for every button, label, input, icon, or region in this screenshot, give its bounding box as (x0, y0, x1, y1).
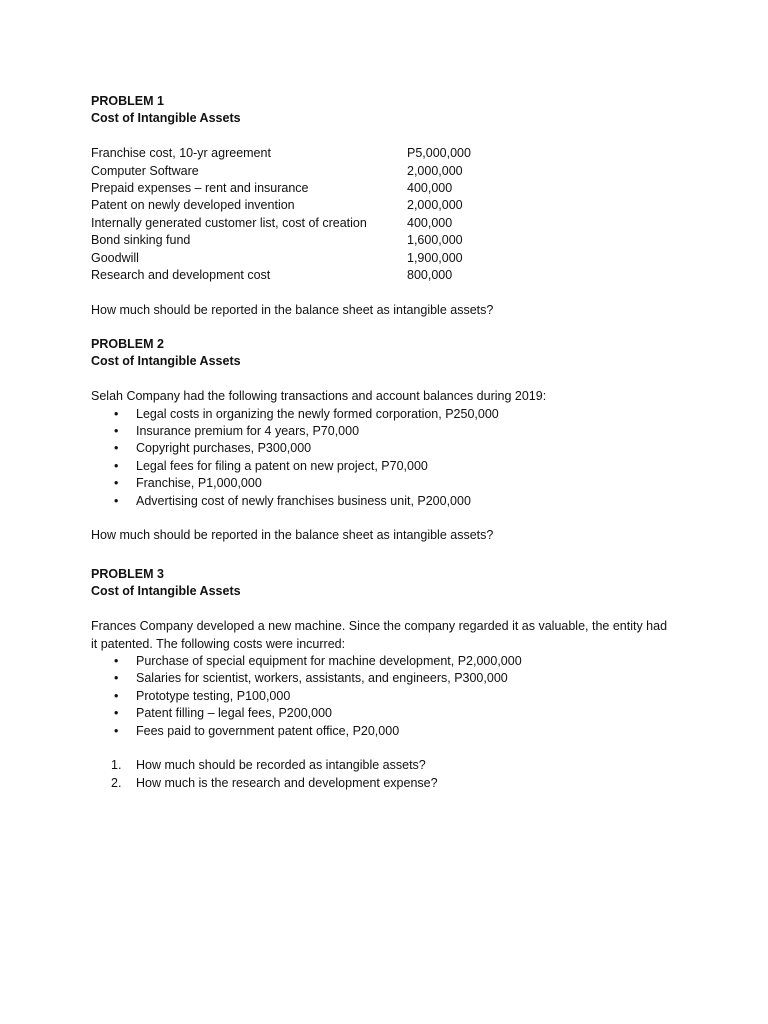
question-text: How much should be recorded as intangible assets? (136, 758, 426, 773)
list-item-text: Advertising cost of newly franchises business unit, P200,000 (136, 493, 471, 508)
item-label: Computer Software (91, 163, 199, 178)
problem-2-question: How much should be reported in the balance sheet as intangible assets? (91, 528, 494, 543)
problem-2-title: PROBLEM 2 (91, 337, 164, 351)
question-text: How much is the research and development expense? (136, 775, 438, 790)
problem-1-section (91, 93, 691, 319)
list-item-text: Insurance premium for 4 years, P70,000 (136, 424, 360, 439)
bullet-icon: • (114, 706, 119, 721)
problem-3-bullet-list (91, 653, 691, 740)
table-row (91, 215, 471, 232)
list-item-text: Prototype testing, P100,000 (136, 688, 291, 703)
problem-3-section (91, 566, 691, 792)
bullet-icon: • (114, 671, 119, 686)
problem-1-items-table (91, 145, 471, 284)
bullet-icon: • (114, 458, 119, 473)
problem-2-bullet-list (91, 406, 691, 510)
item-label: Franchise cost, 10-yr agreement (91, 146, 271, 161)
list-item (91, 670, 691, 687)
problem-1-subtitle: Cost of Intangible Assets (91, 111, 241, 126)
item-amount: 400,000 (407, 181, 453, 196)
problem-3-question-list (91, 757, 691, 792)
list-item (91, 688, 691, 705)
list-item-text: Salaries for scientist, workers, assistants, and engineers, P300,000 (136, 671, 508, 686)
item-amount: 400,000 (407, 215, 453, 230)
table-row (91, 267, 471, 284)
question-number: 2. (111, 775, 122, 790)
problem-3-intro-line-1: Frances Company developed a new machine. Since the company regarded it as valuable, the entity had (91, 619, 668, 634)
bullet-icon: • (114, 723, 119, 738)
problem-3-subtitle: Cost of Intangible Assets (91, 584, 241, 599)
item-amount: 2,000,000 (407, 198, 463, 213)
list-item (91, 458, 691, 475)
list-item-text: Franchise, P1,000,000 (136, 476, 262, 491)
bullet-icon: • (114, 476, 119, 491)
bullet-icon: • (114, 406, 119, 421)
list-item (91, 775, 691, 792)
list-item (91, 406, 691, 423)
item-amount: 1,900,000 (407, 250, 463, 265)
table-row (91, 197, 471, 214)
bullet-icon: • (114, 654, 119, 669)
list-item-text: Fees paid to government patent office, P20,000 (136, 723, 400, 738)
item-amount: 800,000 (407, 268, 453, 283)
item-label: Bond sinking fund (91, 233, 191, 248)
item-amount: 1,600,000 (407, 233, 463, 248)
list-item (91, 493, 691, 510)
list-item (91, 757, 691, 774)
bullet-icon: • (114, 424, 119, 439)
table-row (91, 163, 471, 180)
item-amount: 2,000,000 (407, 163, 463, 178)
question-number: 1. (111, 758, 122, 773)
list-item (91, 423, 691, 440)
list-item (91, 440, 691, 457)
list-item (91, 475, 691, 492)
problem-2-section (91, 336, 691, 545)
table-row (91, 180, 471, 197)
list-item-text: Purchase of special equipment for machine development, P2,000,000 (136, 654, 522, 669)
table-row (91, 232, 471, 249)
item-label: Prepaid expenses – rent and insurance (91, 181, 309, 196)
problem-1-title: PROBLEM 1 (91, 94, 164, 108)
list-item-text: Legal costs in organizing the newly formed corporation, P250,000 (136, 406, 499, 421)
bullet-icon: • (114, 441, 119, 456)
list-item (91, 653, 691, 670)
bullet-icon: • (114, 688, 119, 703)
item-label: Internally generated customer list, cost of creation (91, 215, 367, 230)
table-row (91, 145, 471, 162)
problem-2-intro: Selah Company had the following transactions and account balances during 2019: (91, 389, 547, 404)
problem-1-question: How much should be reported in the balance sheet as intangible assets? (91, 302, 494, 317)
item-label: Research and development cost (91, 268, 271, 283)
problem-3-title: PROBLEM 3 (91, 567, 164, 581)
item-label: Goodwill (91, 250, 139, 265)
problem-2-subtitle: Cost of Intangible Assets (91, 354, 241, 369)
item-amount: P5,000,000 (407, 146, 471, 161)
list-item-text: Legal fees for filing a patent on new project, P70,000 (136, 458, 428, 473)
list-item (91, 705, 691, 722)
table-row (91, 250, 471, 267)
list-item-text: Patent filling – legal fees, P200,000 (136, 706, 332, 721)
problem-3-intro-line-2: it patented. The following costs were incurred: (91, 636, 346, 651)
item-label: Patent on newly developed invention (91, 198, 295, 213)
bullet-icon: • (114, 493, 119, 508)
list-item (91, 723, 691, 740)
list-item-text: Copyright purchases, P300,000 (136, 441, 312, 456)
